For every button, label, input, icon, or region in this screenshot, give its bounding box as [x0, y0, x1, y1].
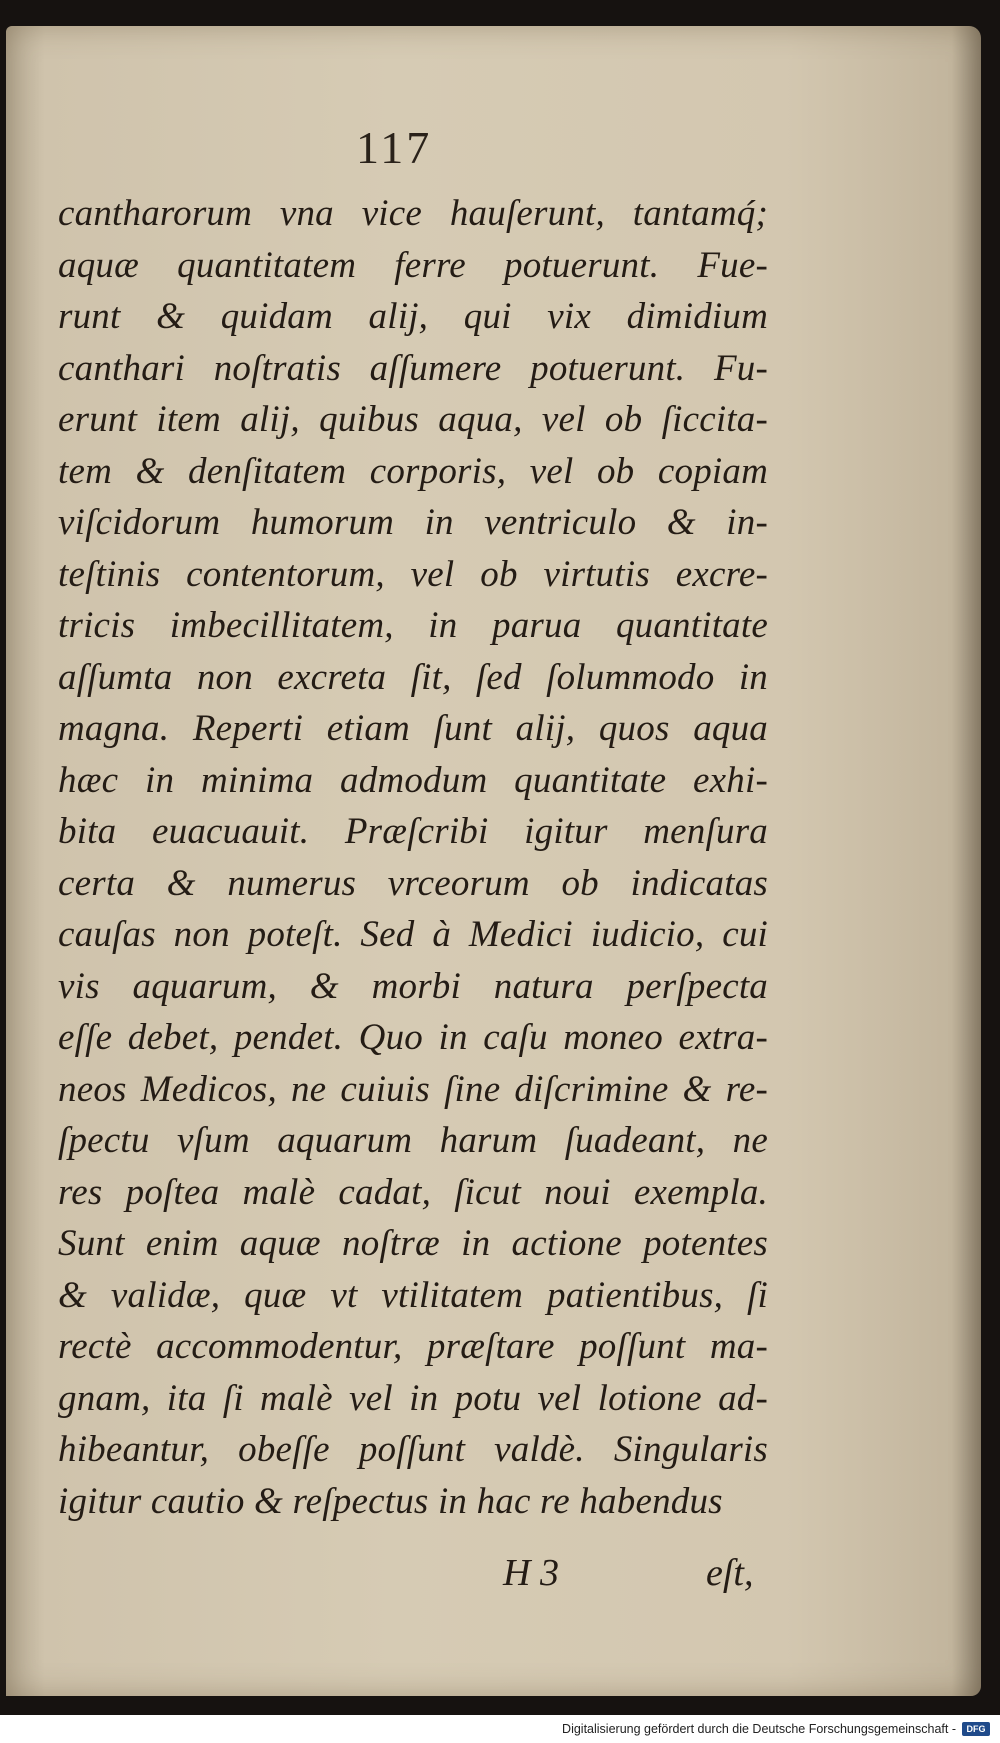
- text-line: bita euacuauit. Præſcribi igitur menſura: [58, 811, 768, 852]
- signature-mark: H 3: [503, 1552, 559, 1594]
- text-line: cantharorum vna vice hauſerunt, tantamq́;: [58, 193, 768, 234]
- text-line: neos Medicos, ne cuiuis ſine diſcrimine & re-: [58, 1068, 768, 1110]
- text-line: vis aquarum, & morbi natura perſpecta: [58, 965, 768, 1007]
- text-line: igitur cautio & reſpectus in hac re habendus: [58, 1480, 723, 1522]
- text-line: aquæ quantitatem ferre potuerunt. Fue-: [58, 244, 768, 286]
- text-line: hæc in minima admodum quantitate exhi-: [58, 759, 768, 801]
- text-line: teſtinis contentorum, vel ob virtutis excre-: [58, 553, 768, 595]
- catchword: eſt,: [706, 1552, 754, 1594]
- text-line: gnam, ita ſi malè vel in potu vel lotione ad-: [58, 1377, 768, 1419]
- text-line: Sunt enim aquæ noſtræ in actione potentes: [58, 1223, 768, 1264]
- footer-credit-text: Digitalisierung gefördert durch die Deutsche Forschungsgemeinschaft -: [562, 1722, 956, 1736]
- dfg-logo: DFG: [962, 1722, 990, 1736]
- text-line: viſcidorum humorum in ventriculo & in-: [58, 502, 768, 543]
- text-line: canthari noſtratis aſſumere potuerunt. Fu-: [58, 347, 768, 389]
- text-line: eſſe debet, pendet. Quo in caſu moneo extra-: [58, 1017, 768, 1058]
- text-line: ſpectu vſum aquarum harum ſuadeant, ne: [58, 1120, 768, 1161]
- digitization-footer: [0, 1715, 1000, 1743]
- text-line: magna. Reperti etiam ſunt alij, quos aqua: [58, 708, 768, 749]
- text-line: cauſas non poteſt. Sed à Medici iudicio, cui: [58, 914, 768, 955]
- text-line: res poſtea malè cadat, ſicut noui exempla.: [58, 1171, 768, 1213]
- text-line: erunt item alij, quibus aqua, vel ob ſiccita-: [58, 399, 768, 440]
- text-line: aſſumta non excreta ſit, ſed ſolummodo in: [58, 656, 768, 698]
- text-line: runt & quidam alij, qui vix dimidium: [58, 296, 768, 337]
- text-line: certa & numerus vrceorum ob indicatas: [58, 862, 768, 904]
- text-line: hibeantur, obeſſe poſſunt valdè. Singularis: [58, 1429, 768, 1470]
- page-number: 117: [356, 122, 433, 173]
- book-page: [6, 26, 981, 1696]
- text-line: tem & denſitatem corporis, vel ob copiam: [58, 450, 768, 492]
- text-line: & validæ, quæ vt vtilitatem patientibus, ſi: [58, 1274, 768, 1316]
- text-line: rectè accommodentur, præſtare poſſunt ma-: [58, 1326, 768, 1367]
- text-line: tricis imbecillitatem, in parua quantitate: [58, 605, 768, 646]
- body-text: [58, 188, 768, 1527]
